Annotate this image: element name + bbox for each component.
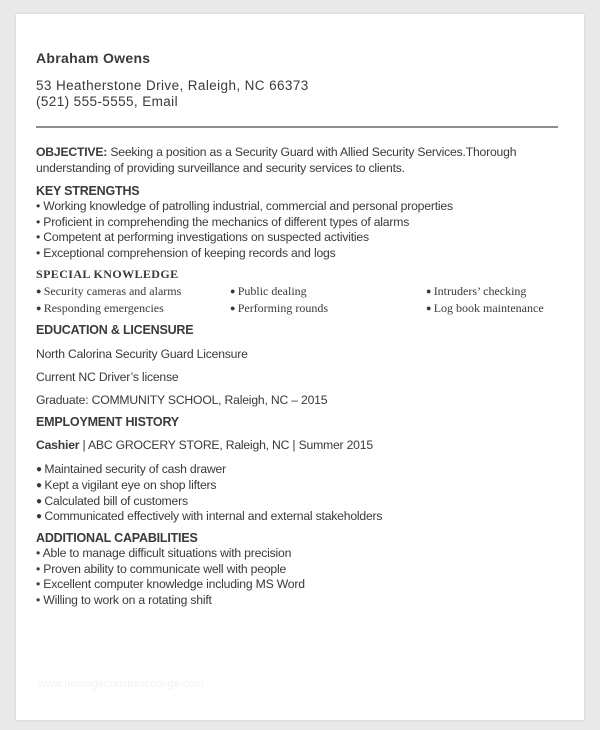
education-graduate-line: Graduate: COMMUNITY SCHOOL, Raleigh, NC – 2015 (36, 393, 328, 407)
list-item: ● Performing rounds (230, 300, 426, 317)
list-item: • Able to manage difficult situations with precision (36, 546, 566, 562)
list-item: ● Security cameras and alarms (36, 283, 230, 300)
objective-paragraph (36, 144, 566, 176)
list-item: ● Maintained security of cash drawer (36, 462, 566, 478)
job-details: | ABC GROCERY STORE, Raleigh, NC | Summer 2015 (79, 438, 373, 452)
contact-block (36, 78, 566, 110)
key-strengths-heading: KEY STRENGTHS (36, 184, 140, 198)
resume-content (36, 50, 566, 608)
employment-heading: EMPLOYMENT HISTORY (36, 415, 179, 429)
watermark-text: www.heritagechristiancollege.com (38, 678, 204, 690)
list-item: ● Calculated bill of customers (36, 494, 566, 510)
list-item: ● Responding emergencies (36, 300, 230, 317)
job-role: Cashier (36, 438, 80, 452)
additional-capabilities-list (36, 546, 566, 608)
list-item: • Working knowledge of patrolling industrial, commercial and personal properties (36, 199, 566, 215)
special-knowledge-grid (36, 283, 566, 317)
phone-email-line: (521) 555-5555, Email (36, 94, 178, 109)
job-title-line (36, 438, 566, 452)
list-item: ● Communicated effectively with internal and external stakeholders (36, 509, 566, 525)
list-item: • Excellent computer knowledge including MS Word (36, 577, 566, 593)
objective-label: OBJECTIVE: (36, 145, 108, 159)
education-heading: EDUCATION & LICENSURE (36, 323, 194, 337)
header-divider (36, 126, 558, 128)
list-item: • Proven ability to communicate well with people (36, 562, 566, 578)
employment-duties-list (36, 462, 566, 525)
list-item: • Willing to work on a rotating shift (36, 593, 566, 609)
key-strengths-list (36, 199, 566, 261)
list-item: ● Kept a vigilant eye on shop lifters (36, 478, 566, 494)
education-license-line: Current NC Driver’s license (36, 370, 179, 384)
list-item: ● Log book maintenance (426, 300, 566, 317)
list-item: • Exceptional comprehension of keeping records and logs (36, 246, 566, 262)
additional-capabilities-heading: ADDITIONAL CAPABILITIES (36, 531, 198, 546)
list-item: ● Public dealing (230, 283, 426, 300)
list-item: • Competent at performing investigations on suspected activities (36, 230, 566, 246)
list-item: • Proficient in comprehending the mechanics of different types of alarms (36, 215, 566, 231)
education-licensure-line: North Calorina Security Guard Licensure (36, 347, 248, 361)
resume-page (16, 14, 584, 720)
list-item: ● Intruders’ checking (426, 283, 566, 300)
applicant-name: Abraham Owens (36, 50, 151, 66)
address-line: 53 Heatherstone Drive, Raleigh, NC 66373 (36, 78, 309, 93)
objective-text: Seeking a position as a Security Guard with Allied Security Services.Thorough understanding of providing surveillance and security services to clients. (36, 145, 517, 175)
special-knowledge-heading: SPECIAL KNOWLEDGE (36, 267, 179, 281)
